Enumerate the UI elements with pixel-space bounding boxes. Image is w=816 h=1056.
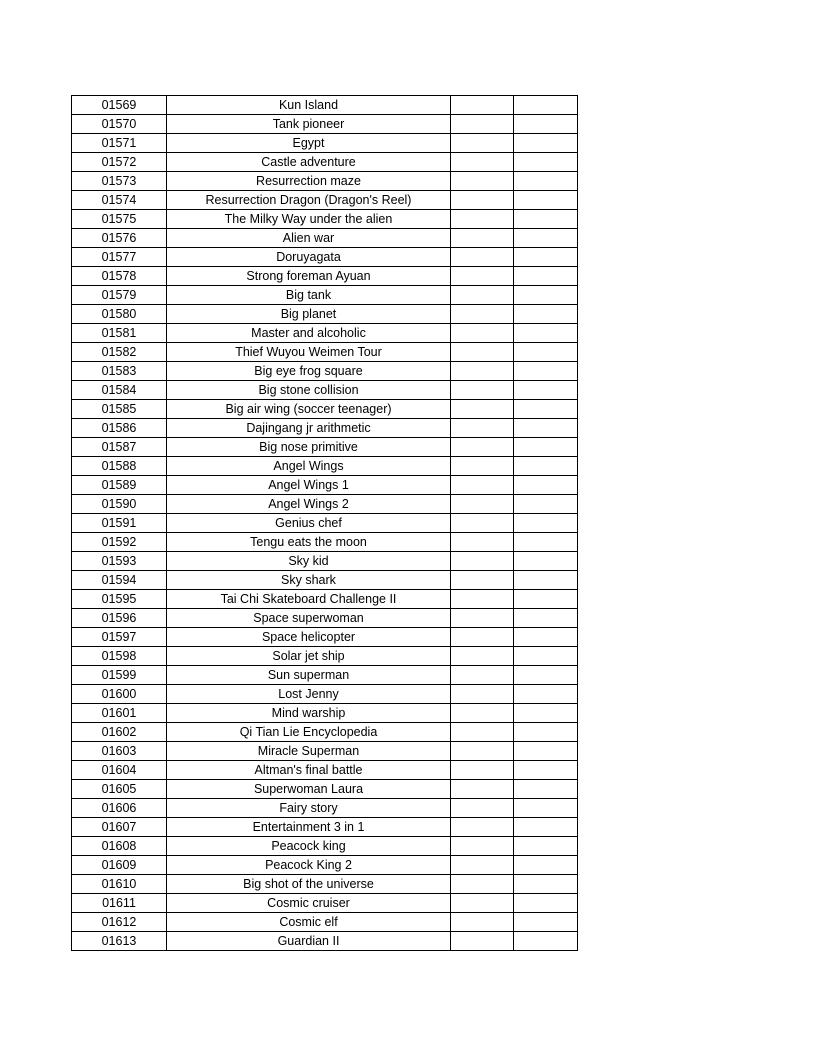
table-row xyxy=(72,799,578,818)
table-row xyxy=(72,476,578,495)
table-row xyxy=(72,286,578,305)
empty-cell xyxy=(514,210,578,229)
empty-cell xyxy=(451,400,514,419)
game-id-cell: 01606 xyxy=(72,799,167,818)
empty-cell xyxy=(451,476,514,495)
table-row xyxy=(72,191,578,210)
game-name-cell: Thief Wuyou Weimen Tour xyxy=(167,343,451,362)
table-row xyxy=(72,362,578,381)
table-row xyxy=(72,134,578,153)
game-name-cell: Angel Wings 1 xyxy=(167,476,451,495)
game-id-cell: 01583 xyxy=(72,362,167,381)
empty-cell xyxy=(514,96,578,115)
table-row xyxy=(72,723,578,742)
game-id-cell: 01597 xyxy=(72,628,167,647)
game-name-cell: Doruyagata xyxy=(167,248,451,267)
table-row xyxy=(72,818,578,837)
empty-cell xyxy=(451,799,514,818)
empty-cell xyxy=(451,343,514,362)
empty-cell xyxy=(451,153,514,172)
empty-cell xyxy=(451,286,514,305)
game-name-cell: Big eye frog square xyxy=(167,362,451,381)
game-list-table xyxy=(71,95,578,951)
game-id-cell: 01594 xyxy=(72,571,167,590)
game-id-cell: 01607 xyxy=(72,818,167,837)
empty-cell xyxy=(514,134,578,153)
empty-cell xyxy=(514,115,578,134)
empty-cell xyxy=(514,856,578,875)
game-id-cell: 01592 xyxy=(72,533,167,552)
game-name-cell: Tai Chi Skateboard Challenge II xyxy=(167,590,451,609)
empty-cell xyxy=(451,96,514,115)
empty-cell xyxy=(514,761,578,780)
game-name-cell: Lost Jenny xyxy=(167,685,451,704)
empty-cell xyxy=(514,609,578,628)
game-id-cell: 01582 xyxy=(72,343,167,362)
game-id-cell: 01576 xyxy=(72,229,167,248)
empty-cell xyxy=(514,590,578,609)
game-id-cell: 01603 xyxy=(72,742,167,761)
table-row xyxy=(72,552,578,571)
table-row xyxy=(72,533,578,552)
game-name-cell: Sky kid xyxy=(167,552,451,571)
game-name-cell: Peacock king xyxy=(167,837,451,856)
empty-cell xyxy=(451,609,514,628)
table-row xyxy=(72,685,578,704)
empty-cell xyxy=(514,932,578,951)
empty-cell xyxy=(514,286,578,305)
empty-cell xyxy=(514,229,578,248)
empty-cell xyxy=(451,818,514,837)
empty-cell xyxy=(451,115,514,134)
empty-cell xyxy=(514,799,578,818)
game-name-cell: Big nose primitive xyxy=(167,438,451,457)
table-row xyxy=(72,343,578,362)
empty-cell xyxy=(514,400,578,419)
table-row xyxy=(72,704,578,723)
table-body xyxy=(72,96,578,951)
empty-cell xyxy=(451,495,514,514)
empty-cell xyxy=(451,780,514,799)
game-id-cell: 01612 xyxy=(72,913,167,932)
game-id-cell: 01569 xyxy=(72,96,167,115)
empty-cell xyxy=(514,628,578,647)
empty-cell xyxy=(451,913,514,932)
table-row xyxy=(72,419,578,438)
empty-cell xyxy=(514,780,578,799)
game-id-cell: 01589 xyxy=(72,476,167,495)
game-name-cell: Entertainment 3 in 1 xyxy=(167,818,451,837)
game-id-cell: 01599 xyxy=(72,666,167,685)
game-id-cell: 01581 xyxy=(72,324,167,343)
empty-cell xyxy=(514,495,578,514)
game-name-cell: Big stone collision xyxy=(167,381,451,400)
empty-cell xyxy=(514,191,578,210)
table-row xyxy=(72,210,578,229)
game-id-cell: 01598 xyxy=(72,647,167,666)
empty-cell xyxy=(514,457,578,476)
game-name-cell: Space superwoman xyxy=(167,609,451,628)
empty-cell xyxy=(451,305,514,324)
empty-cell xyxy=(451,134,514,153)
table-row xyxy=(72,153,578,172)
empty-cell xyxy=(514,362,578,381)
empty-cell xyxy=(514,647,578,666)
empty-cell xyxy=(451,438,514,457)
empty-cell xyxy=(514,438,578,457)
game-id-cell: 01572 xyxy=(72,153,167,172)
game-id-cell: 01573 xyxy=(72,172,167,191)
empty-cell xyxy=(514,381,578,400)
game-name-cell: Genius chef xyxy=(167,514,451,533)
game-id-cell: 01584 xyxy=(72,381,167,400)
empty-cell xyxy=(514,476,578,495)
game-id-cell: 01604 xyxy=(72,761,167,780)
game-name-cell: Resurrection maze xyxy=(167,172,451,191)
game-name-cell: Fairy story xyxy=(167,799,451,818)
empty-cell xyxy=(514,742,578,761)
game-id-cell: 01608 xyxy=(72,837,167,856)
empty-cell xyxy=(451,362,514,381)
game-id-cell: 01585 xyxy=(72,400,167,419)
empty-cell xyxy=(514,685,578,704)
game-name-cell: Tengu eats the moon xyxy=(167,533,451,552)
game-name-cell: Alien war xyxy=(167,229,451,248)
table-row xyxy=(72,856,578,875)
empty-cell xyxy=(514,552,578,571)
game-name-cell: Peacock King 2 xyxy=(167,856,451,875)
game-id-cell: 01609 xyxy=(72,856,167,875)
game-id-cell: 01570 xyxy=(72,115,167,134)
game-id-cell: 01601 xyxy=(72,704,167,723)
game-id-cell: 01595 xyxy=(72,590,167,609)
game-name-cell: Tank pioneer xyxy=(167,115,451,134)
empty-cell xyxy=(451,191,514,210)
game-id-cell: 01605 xyxy=(72,780,167,799)
game-id-cell: 01579 xyxy=(72,286,167,305)
empty-cell xyxy=(451,590,514,609)
empty-cell xyxy=(514,267,578,286)
table-row xyxy=(72,267,578,286)
game-id-cell: 01580 xyxy=(72,305,167,324)
empty-cell xyxy=(514,723,578,742)
empty-cell xyxy=(514,305,578,324)
game-id-cell: 01574 xyxy=(72,191,167,210)
game-id-cell: 01610 xyxy=(72,875,167,894)
game-name-cell: Angel Wings 2 xyxy=(167,495,451,514)
table-row xyxy=(72,324,578,343)
game-id-cell: 01587 xyxy=(72,438,167,457)
empty-cell xyxy=(451,742,514,761)
table-row xyxy=(72,495,578,514)
game-id-cell: 01611 xyxy=(72,894,167,913)
empty-cell xyxy=(514,153,578,172)
game-name-cell: Superwoman Laura xyxy=(167,780,451,799)
game-name-cell: Solar jet ship xyxy=(167,647,451,666)
empty-cell xyxy=(451,875,514,894)
empty-cell xyxy=(451,628,514,647)
table-row xyxy=(72,761,578,780)
table-row xyxy=(72,438,578,457)
table-row xyxy=(72,248,578,267)
empty-cell xyxy=(514,818,578,837)
table-row xyxy=(72,400,578,419)
table-row xyxy=(72,115,578,134)
empty-cell xyxy=(451,248,514,267)
empty-cell xyxy=(451,457,514,476)
game-name-cell: Sky shark xyxy=(167,571,451,590)
table-row xyxy=(72,609,578,628)
empty-cell xyxy=(514,571,578,590)
game-id-cell: 01602 xyxy=(72,723,167,742)
table-row xyxy=(72,172,578,191)
empty-cell xyxy=(451,761,514,780)
game-id-cell: 01571 xyxy=(72,134,167,153)
empty-cell xyxy=(451,172,514,191)
empty-cell xyxy=(514,514,578,533)
table-row xyxy=(72,837,578,856)
game-id-cell: 01588 xyxy=(72,457,167,476)
game-id-cell: 01613 xyxy=(72,932,167,951)
empty-cell xyxy=(451,210,514,229)
table-row xyxy=(72,571,578,590)
empty-cell xyxy=(451,704,514,723)
game-name-cell: Mind warship xyxy=(167,704,451,723)
game-name-cell: Egypt xyxy=(167,134,451,153)
empty-cell xyxy=(514,704,578,723)
empty-cell xyxy=(451,381,514,400)
empty-cell xyxy=(451,685,514,704)
game-name-cell: Big shot of the universe xyxy=(167,875,451,894)
empty-cell xyxy=(451,267,514,286)
game-id-cell: 01577 xyxy=(72,248,167,267)
empty-cell xyxy=(451,932,514,951)
table-row xyxy=(72,590,578,609)
table-row xyxy=(72,913,578,932)
empty-cell xyxy=(451,552,514,571)
empty-cell xyxy=(451,514,514,533)
table-row xyxy=(72,305,578,324)
empty-cell xyxy=(451,856,514,875)
game-name-cell: Altman's final battle xyxy=(167,761,451,780)
game-name-cell: The Milky Way under the alien xyxy=(167,210,451,229)
game-name-cell: Big tank xyxy=(167,286,451,305)
game-id-cell: 01586 xyxy=(72,419,167,438)
game-name-cell: Sun superman xyxy=(167,666,451,685)
empty-cell xyxy=(451,533,514,552)
game-name-cell: Dajingang jr arithmetic xyxy=(167,419,451,438)
game-id-cell: 01590 xyxy=(72,495,167,514)
table-row xyxy=(72,780,578,799)
table-row xyxy=(72,932,578,951)
game-name-cell: Guardian II xyxy=(167,932,451,951)
game-name-cell: Qi Tian Lie Encyclopedia xyxy=(167,723,451,742)
empty-cell xyxy=(451,894,514,913)
game-name-cell: Strong foreman Ayuan xyxy=(167,267,451,286)
empty-cell xyxy=(514,324,578,343)
game-name-cell: Castle adventure xyxy=(167,153,451,172)
game-id-cell: 01593 xyxy=(72,552,167,571)
game-id-cell: 01600 xyxy=(72,685,167,704)
game-name-cell: Angel Wings xyxy=(167,457,451,476)
table-row xyxy=(72,666,578,685)
empty-cell xyxy=(514,837,578,856)
table-row xyxy=(72,628,578,647)
game-name-cell: Master and alcoholic xyxy=(167,324,451,343)
table-row xyxy=(72,457,578,476)
empty-cell xyxy=(514,666,578,685)
empty-cell xyxy=(451,666,514,685)
table-row xyxy=(72,514,578,533)
table-row xyxy=(72,875,578,894)
table-row xyxy=(72,742,578,761)
game-id-cell: 01596 xyxy=(72,609,167,628)
game-name-cell: Kun Island xyxy=(167,96,451,115)
table-row xyxy=(72,647,578,666)
game-id-cell: 01591 xyxy=(72,514,167,533)
game-id-cell: 01575 xyxy=(72,210,167,229)
table-row xyxy=(72,381,578,400)
game-name-cell: Cosmic cruiser xyxy=(167,894,451,913)
empty-cell xyxy=(514,343,578,362)
game-id-cell: 01578 xyxy=(72,267,167,286)
empty-cell xyxy=(514,248,578,267)
game-name-cell: Miracle Superman xyxy=(167,742,451,761)
empty-cell xyxy=(451,229,514,248)
table-row xyxy=(72,96,578,115)
game-name-cell: Space helicopter xyxy=(167,628,451,647)
empty-cell xyxy=(451,419,514,438)
table-row xyxy=(72,229,578,248)
empty-cell xyxy=(514,894,578,913)
empty-cell xyxy=(514,913,578,932)
empty-cell xyxy=(514,172,578,191)
empty-cell xyxy=(514,419,578,438)
empty-cell xyxy=(451,837,514,856)
game-name-cell: Cosmic elf xyxy=(167,913,451,932)
game-name-cell: Resurrection Dragon (Dragon's Reel) xyxy=(167,191,451,210)
game-name-cell: Big air wing (soccer teenager) xyxy=(167,400,451,419)
empty-cell xyxy=(451,723,514,742)
empty-cell xyxy=(451,324,514,343)
empty-cell xyxy=(451,571,514,590)
empty-cell xyxy=(514,875,578,894)
table-row xyxy=(72,894,578,913)
empty-cell xyxy=(514,533,578,552)
empty-cell xyxy=(451,647,514,666)
game-name-cell: Big planet xyxy=(167,305,451,324)
